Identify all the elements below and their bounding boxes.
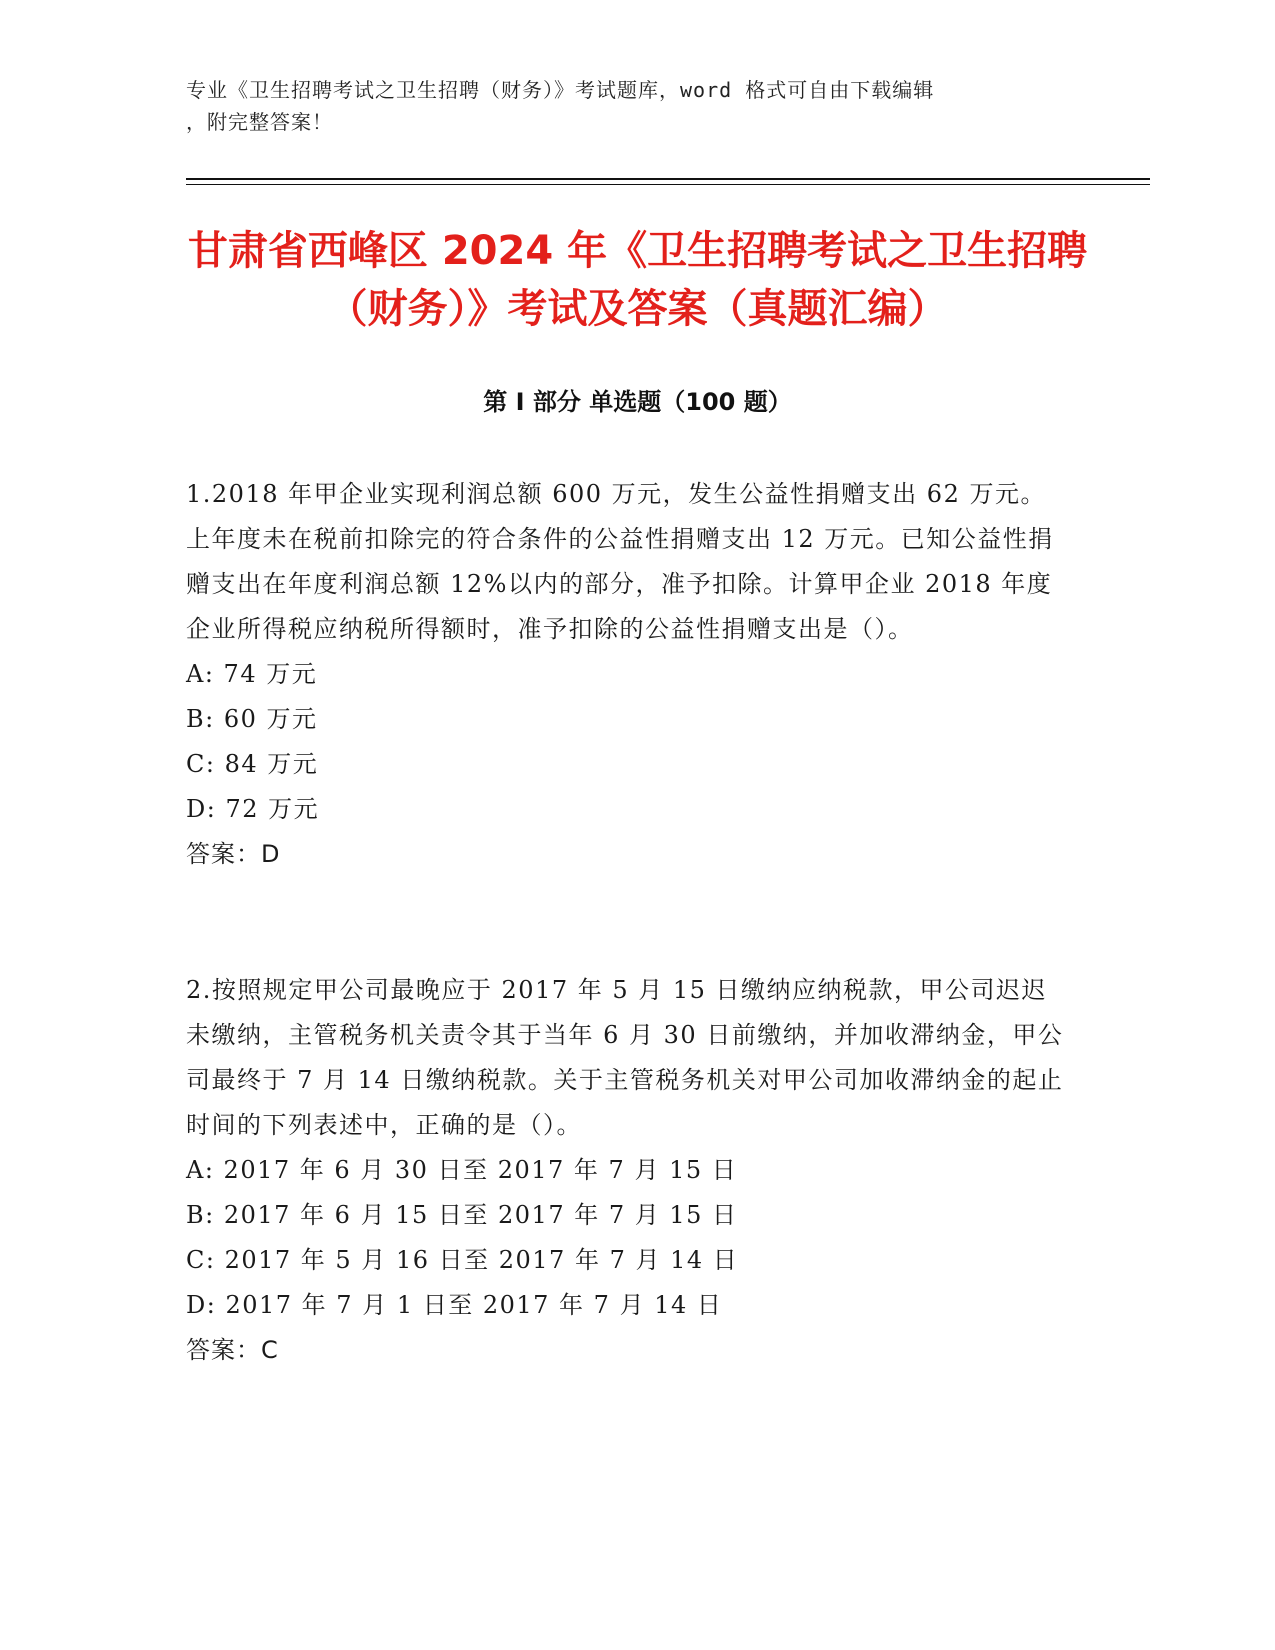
question-2 <box>186 968 1066 1373</box>
header-note: 专业《卫生招聘考试之卫生招聘（财务）》考试题库，word 格式可自由下载编辑 ，附完整答案！ <box>186 78 935 134</box>
header-divider-thin <box>186 184 1150 185</box>
question-stem: 1.2018 年甲企业实现利润总额 600 万元，发生公益性捐赠支出 62 万元。上年度未在税前扣除完的符合条件的公益性捐赠支出 12 万元。已知公益性捐赠支出在年度利润总额 12%以内的部分，准予扣除。计算甲企业 2018 年度企业所得税应纳税所得额时，准予扣除的公益性捐赠支出是（）。 <box>186 480 1054 643</box>
option-b: B: 60 万元 <box>186 705 318 733</box>
option-a: A: 2017 年 6 月 30 日至 2017 年 7 月 15 日 <box>186 1156 738 1184</box>
header-divider-thick <box>186 178 1150 180</box>
question-stem: 2.按照规定甲公司最晚应于 2017 年 5 月 15 日缴纳应纳税款，甲公司迟迟未缴纳，主管税务机关责令其于当年 6 月 30 日前缴纳，并加收滞纳金，甲公司最终于 7 月 14 日缴纳税款。关于主管税务机关对甲公司加收滞纳金的起止时间的下列表述中，正确的是（）。 <box>186 976 1064 1139</box>
option-b: B: 2017 年 6 月 15 日至 2017 年 7 月 15 日 <box>186 1201 738 1229</box>
option-c: C: 84 万元 <box>186 750 319 778</box>
option-d: D: 2017 年 7 月 1 日至 2017 年 7 月 14 日 <box>186 1291 723 1319</box>
answer: 答案：C <box>186 1336 279 1364</box>
option-c: C: 2017 年 5 月 16 日至 2017 年 7 月 14 日 <box>186 1246 739 1274</box>
document-title: 甘肃省西峰区 2024 年《卫生招聘考试之卫生招聘（财务）》考试及答案（真题汇编） <box>187 228 1088 332</box>
option-a: A: 74 万元 <box>186 660 318 688</box>
answer: 答案：D <box>186 840 281 868</box>
question-1 <box>186 472 1066 877</box>
section-heading: 第 I 部分 单选题（100 题） <box>483 388 792 416</box>
option-d: D: 72 万元 <box>186 795 320 823</box>
